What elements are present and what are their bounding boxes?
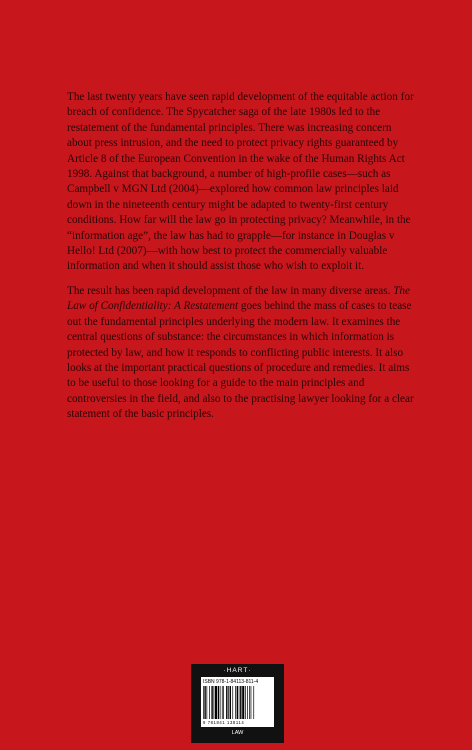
blurb-paragraph-2-start: The result has been rapid development of the law in many diverse areas. (67, 284, 394, 297)
barcode-digits: 9 781841 138114 (203, 720, 245, 725)
blurb-paragraph-1: The last twenty years have seen rapid development of the equitable action for breach of confidence. The Spycatcher saga of the late 1980s led to the restatement of the fundamental principles. There was increasing concern about press intrusion, and the need to protect privacy rights guaranteed by Article 8 of the European Convention in the wake of the Human Rights Act 1998. Against that background, a number of high-profile cases—such as Campbell v MGN Ltd (2004)—explored how common law principles laid down in the nineteenth century might be adapted to twenty-first century conditions. How far will the law go in protecting privacy? Meanwhile, in the “information age”, the law has had to grapple—for instance in Douglas v Hello! Ltd (2007)—with how best to protect the commercially valuable information and when it should assist those who wish to exploit it. (67, 91, 414, 273)
blurb-paragraph-2 (67, 284, 419, 423)
blurb-paragraph-2-end: goes behind the mass of cases to tease out the fundamental principles underlying the modern law. It examines the central questions of substance: the circumstances in which information is protected by law, and how it responds to conflicting public interests. It also looks at the important practical questions of procedure and remedies. It aims to be useful to those looking for a guide to the main principles and controversies in the field, and also to the practising lawyer looking for a clear statement of the basic principles. (67, 300, 414, 421)
category-label: LAW (231, 730, 244, 736)
isbn-label: ISBN 978-1-84113-811-4 (203, 679, 259, 685)
publisher-logo: ·HART· (223, 667, 252, 674)
blurb-text (67, 90, 419, 432)
book-title: The Law of Confidentiality: A Restatement (67, 284, 410, 313)
barcode-icon (203, 686, 272, 719)
barcode-block (191, 664, 284, 743)
barcode-panel (201, 677, 274, 727)
